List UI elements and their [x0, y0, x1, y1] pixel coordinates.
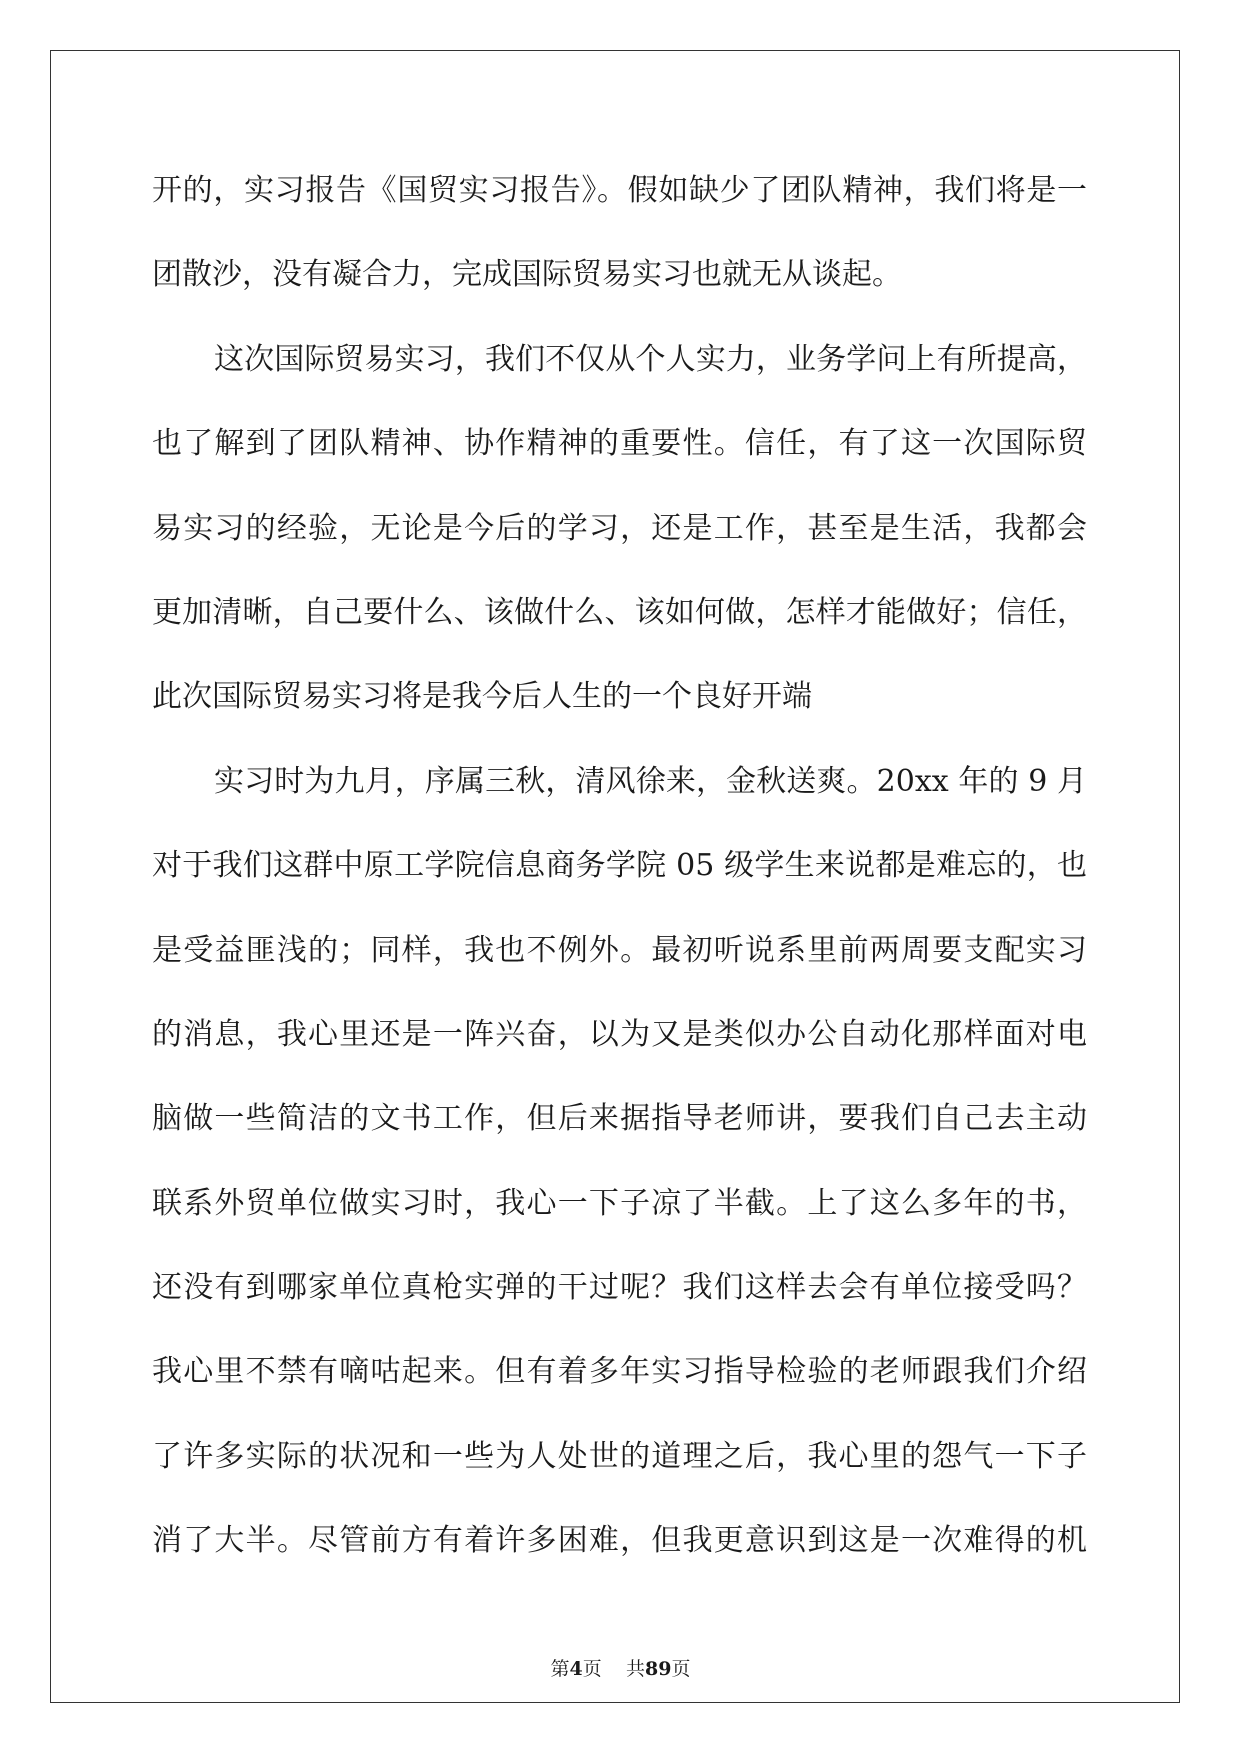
text-line: 也了解到了团队精神、协作精神的重要性。信任，有了这一次国际贸 [152, 426, 1087, 462]
text-line: 实习时为九月，序属三秋，清风徐来，金秋送爽。20xx 年的 9 月 [214, 763, 1087, 799]
page-prefix: 第 [550, 1658, 570, 1680]
total-suffix: 页 [671, 1658, 691, 1680]
text-line: 了许多实际的状况和一些为人处世的道理之后，我心里的怨气一下子 [152, 1438, 1087, 1474]
text-line: 我心里不禁有嘀咕起来。但有着多年实习指导检验的老师跟我们介绍 [152, 1354, 1087, 1390]
document-body [152, 163, 1087, 1598]
text-line: 是受益匪浅的；同样，我也不例外。最初听说系里前两周要支配实习 [152, 932, 1087, 968]
total-prefix: 共 [625, 1658, 645, 1680]
text-line: 联系外贸单位做实习时，我心一下子凉了半截。上了这么多年的书， [152, 1185, 1087, 1221]
text-line: 还没有到哪家单位真枪实弹的干过呢？我们这样去会有单位接受吗？ [152, 1270, 1087, 1306]
page-number: 4 [569, 1658, 583, 1680]
text-line: 这次国际贸易实习，我们不仅从个人实力，业务学问上有所提高， [214, 341, 1087, 377]
text-line: 消了大半。尽管前方有着许多困难，但我更意识到这是一次难得的机 [152, 1523, 1087, 1559]
text-line: 对于我们这群中原工学院信息商务学院 05 级学生来说都是难忘的，也 [152, 848, 1087, 884]
text-line: 团散沙，没有凝合力，完成国际贸易实习也就无从谈起。 [152, 257, 902, 293]
text-line: 易实习的经验，无论是今后的学习，还是工作，甚至是生活，我都会 [152, 510, 1087, 546]
page-footer [0, 1657, 1241, 1681]
text-line: 脑做一些简洁的文书工作，但后来据指导老师讲，要我们自己去主动 [152, 1101, 1087, 1137]
text-line: 此次国际贸易实习将是我今后人生的一个良好开端 [152, 679, 812, 715]
text-line: 更加清晰，自己要什么、该做什么、该如何做，怎样才能做好；信任， [152, 594, 1087, 630]
text-line: 开的，实习报告《国贸实习报告》。假如缺少了团队精神，我们将是一 [152, 173, 1087, 208]
total-pages: 89 [644, 1658, 672, 1680]
text-line: 的消息，我心里还是一阵兴奋，以为又是类似办公自动化那样面对电 [152, 1016, 1087, 1052]
page-suffix: 页 [582, 1658, 602, 1680]
